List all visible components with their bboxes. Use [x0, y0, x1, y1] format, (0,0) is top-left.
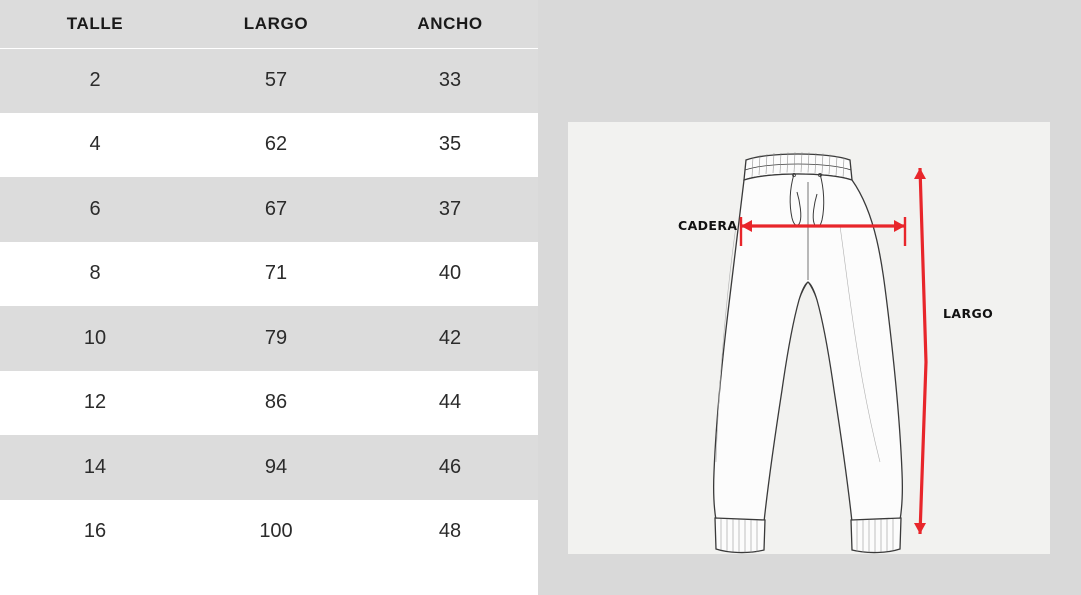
size-table-pane — [0, 0, 538, 595]
length-measure-line — [914, 168, 926, 534]
cell-ancho: 33 — [362, 48, 538, 113]
cell-talle: 10 — [0, 306, 190, 371]
cell-ancho: 46 — [362, 435, 538, 500]
cell-largo: 62 — [190, 113, 362, 178]
table-row — [0, 435, 538, 500]
cell-largo: 57 — [190, 48, 362, 113]
cell-ancho: 37 — [362, 177, 538, 242]
column-header-talle: TALLE — [0, 0, 190, 48]
table-row — [0, 242, 538, 307]
table-row — [0, 177, 538, 242]
cell-largo: 79 — [190, 306, 362, 371]
diagram-pane — [538, 0, 1081, 595]
cell-largo: 94 — [190, 435, 362, 500]
diagram-card — [568, 122, 1050, 554]
cell-talle: 14 — [0, 435, 190, 500]
cell-ancho: 42 — [362, 306, 538, 371]
table-row — [0, 371, 538, 436]
cell-ancho: 40 — [362, 242, 538, 307]
table-header-row — [0, 0, 538, 48]
column-header-largo: LARGO — [190, 0, 362, 48]
length-label: LARGO — [943, 306, 994, 321]
table-row — [0, 113, 538, 178]
hip-label: CADERA — [678, 218, 738, 233]
cell-largo: 71 — [190, 242, 362, 307]
cell-talle: 16 — [0, 500, 190, 565]
column-header-ancho: ANCHO — [362, 0, 538, 48]
cell-talle: 2 — [0, 48, 190, 113]
cell-talle: 8 — [0, 242, 190, 307]
table-row — [0, 48, 538, 113]
cell-largo: 86 — [190, 371, 362, 436]
cell-talle: 6 — [0, 177, 190, 242]
cell-largo: 67 — [190, 177, 362, 242]
cell-ancho: 35 — [362, 113, 538, 178]
cell-talle: 4 — [0, 113, 190, 178]
cell-ancho: 48 — [362, 500, 538, 565]
cell-talle: 12 — [0, 371, 190, 436]
cell-largo: 100 — [190, 500, 362, 565]
jogger-pants-illustration — [714, 152, 903, 552]
cell-ancho: 44 — [362, 371, 538, 436]
table-row — [0, 500, 538, 565]
size-table — [0, 0, 538, 564]
table-row — [0, 306, 538, 371]
